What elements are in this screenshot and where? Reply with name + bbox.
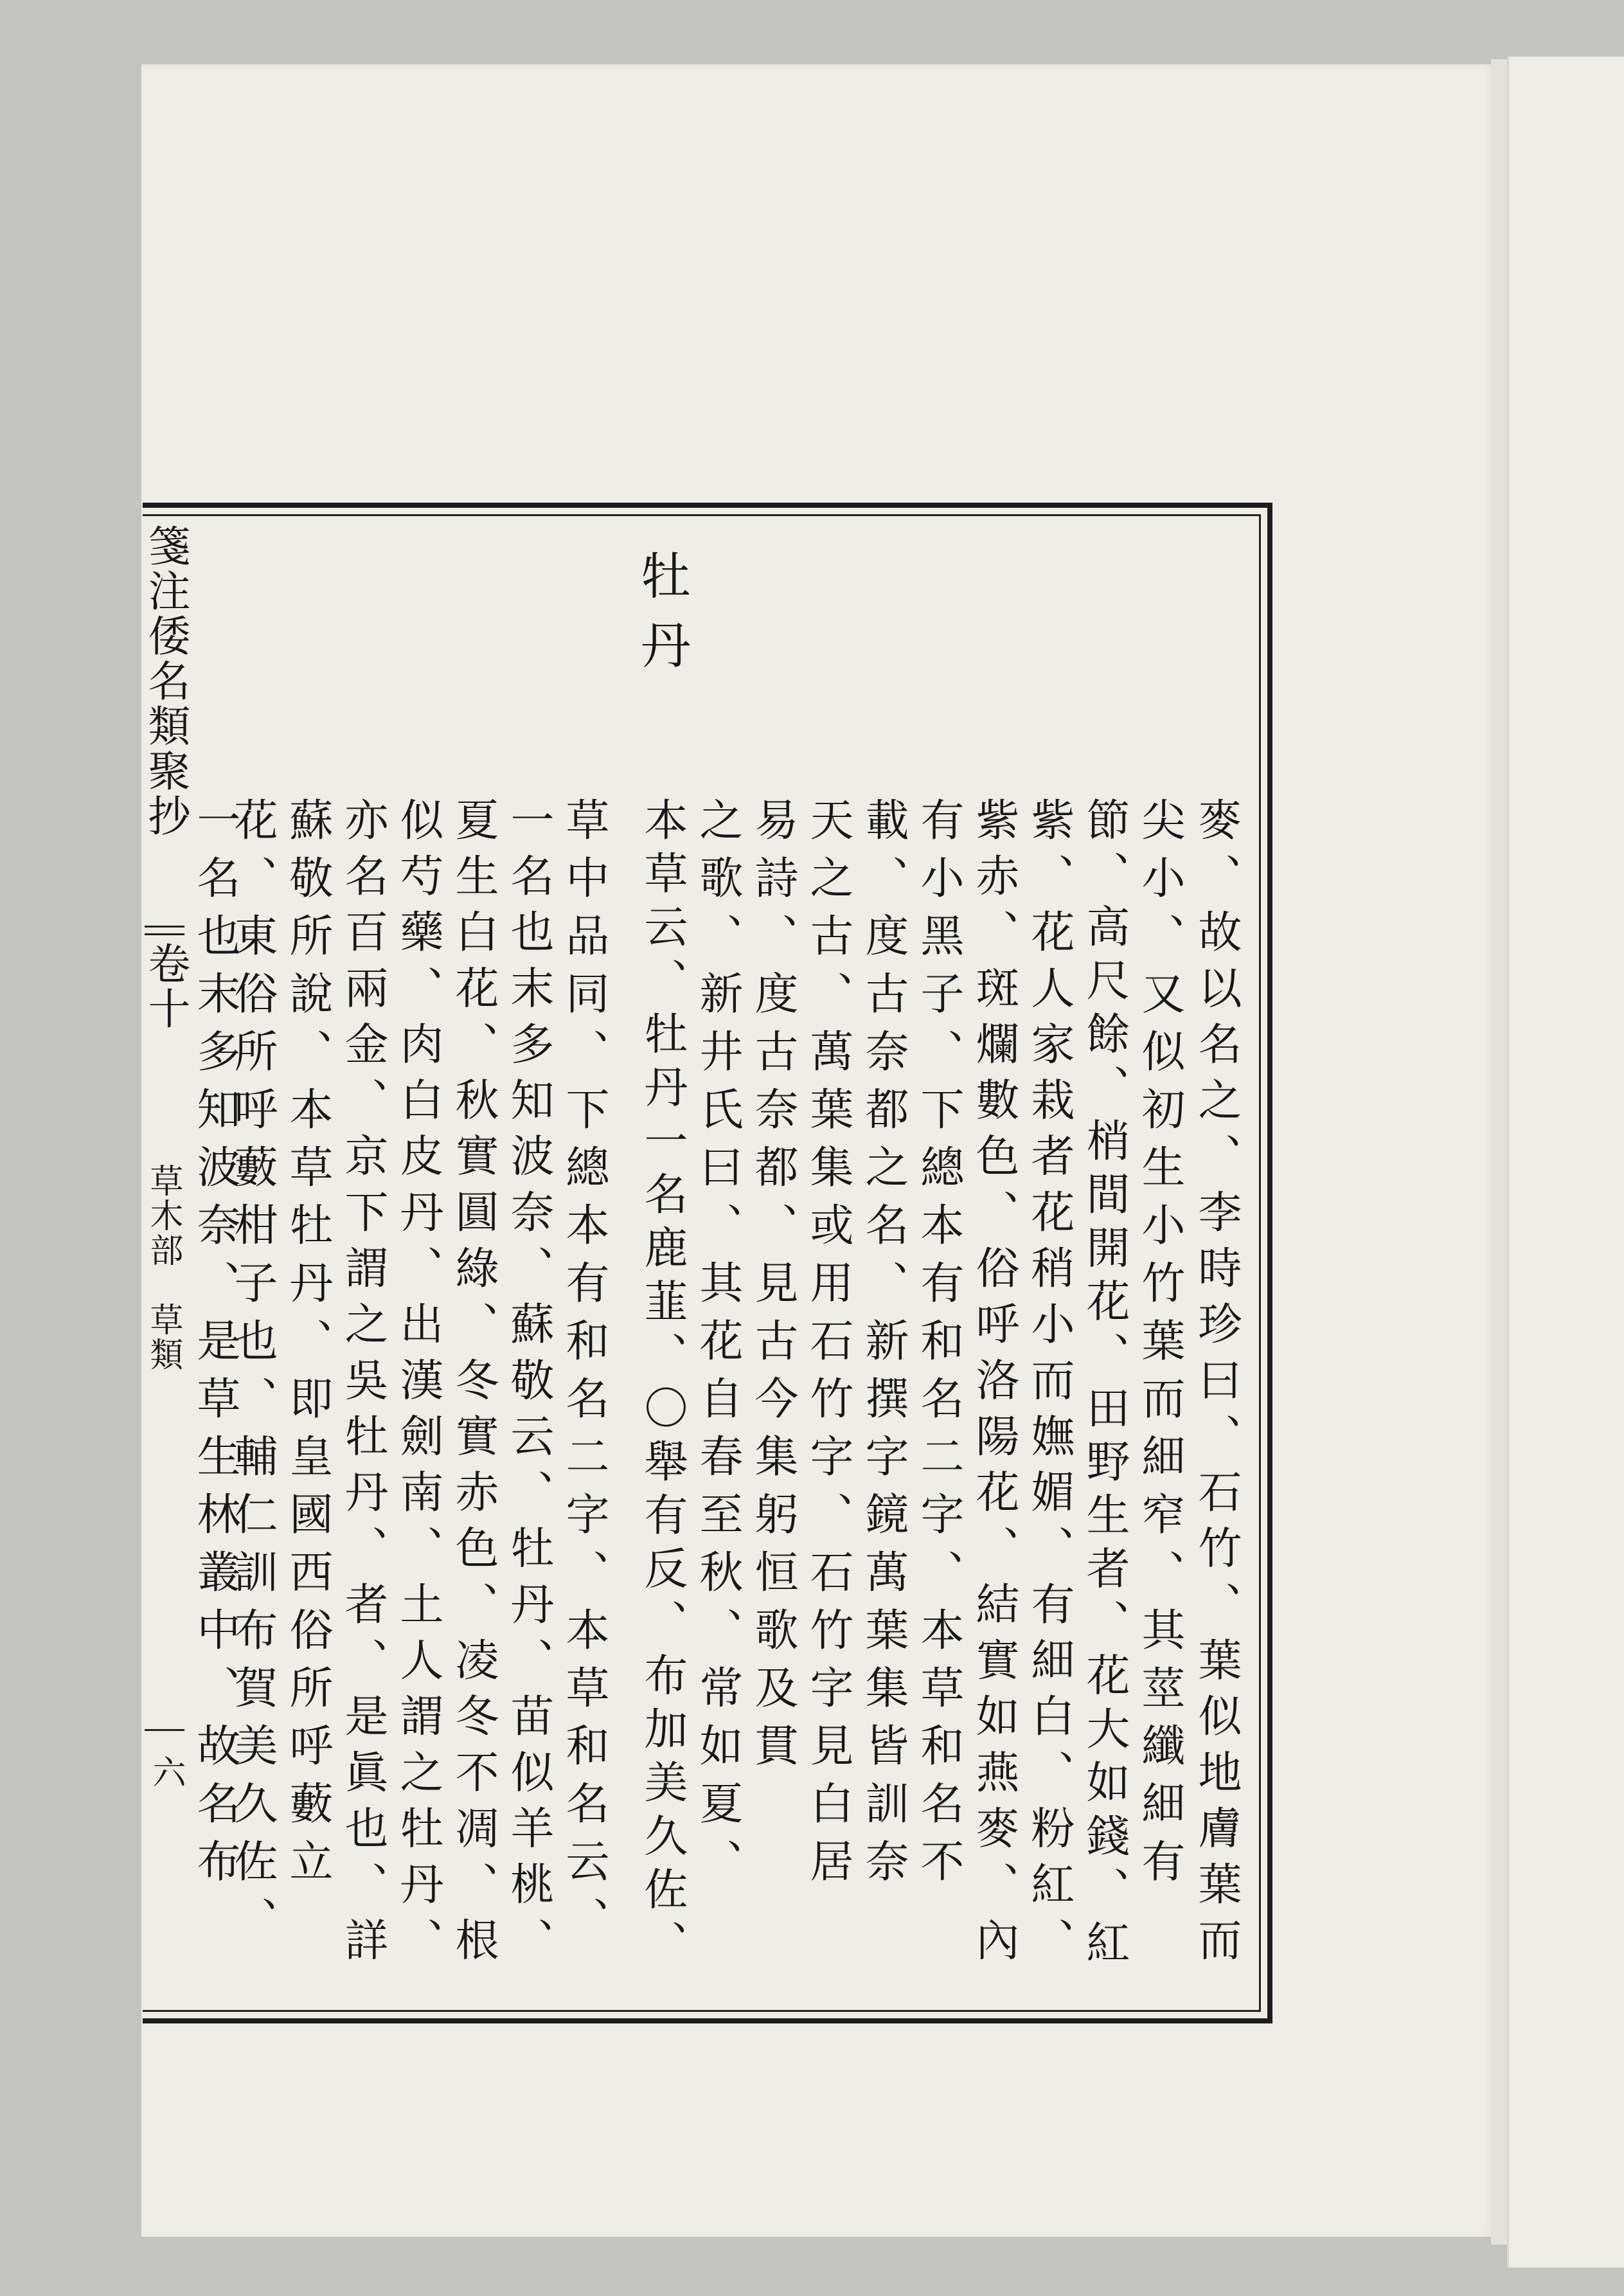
text-column: 尖小、又似初生小竹葉而細窄、其莖纖細有 <box>1134 797 1185 1896</box>
text-column: 有小黑子、下總本有和名二字、本草和名不 <box>913 797 964 1896</box>
text-column: 之歌、新井氏曰、其花自春至秋、常如夏、 <box>692 797 743 1896</box>
margin-volume: 卷十 <box>141 942 190 1032</box>
text-column: 麥、故以名之、李時珍曰、石竹、葉似地膚葉而 <box>1191 797 1242 1973</box>
margin-folio: 六 <box>147 1755 185 1802</box>
next-page-edge <box>1507 57 1624 2268</box>
text-column: 易詩、度古奈都、見古今集躬恒歌及貫 <box>747 797 798 1780</box>
text-column: 紫、花人家栽者花稍小而嫵媚、有細白、粉紅、 <box>1024 797 1075 1973</box>
margin-book-title: 箋注倭名類聚抄 <box>141 524 190 839</box>
margin-divider <box>145 933 184 935</box>
text-column: 蘇敬所說、本草牡丹、即皇國西俗所呼藪立 <box>282 797 333 1896</box>
text-column: 夏生白花、秋實圓綠、冬實赤色、凌冬不凋、根 <box>448 797 499 1973</box>
text-column: 本草云、牡丹一名鹿韮、〇舉有反、布加美久佐、 <box>637 797 688 1973</box>
text-column: 載、度古奈都之名、新撰字鏡萬葉集皆訓奈 <box>858 797 909 1896</box>
text-column: 亦名百兩金、京下謂之吳牡丹、者、是眞也、詳 <box>337 797 388 1973</box>
margin-divider <box>145 926 184 928</box>
entry-heading: 牡丹 <box>632 550 690 688</box>
text-column: 紫赤、斑爛數色、俗呼洛陽花、結實如燕麥、內 <box>968 797 1019 1973</box>
text-column: 一名也末多知波奈、蘇敬云、牡丹、苗似羊桃、 <box>503 797 554 1973</box>
text-column: 一名也末多知波奈、是草生林叢中、故名布 <box>190 797 240 1896</box>
text-column: 似芍藥、肉白皮丹、出漢劍南、土人謂之牡丹、 <box>393 797 443 1973</box>
text-column: 節、高尺餘、梢間開花、田野生者、花大如錢、紅 <box>1079 797 1130 1973</box>
text-column: 天之古、萬葉集或用石竹字、石竹字見白居 <box>803 797 853 1896</box>
margin-section: 草木部 草類 <box>144 1163 183 1372</box>
text-column: 草中品同、下總本有和名二字、本草和名云、 <box>558 797 609 1954</box>
text-column: 花、東俗所呼藪柑子也、輔仁訓布賀美久佐、 <box>227 797 278 1954</box>
margin-divider <box>145 1729 184 1731</box>
